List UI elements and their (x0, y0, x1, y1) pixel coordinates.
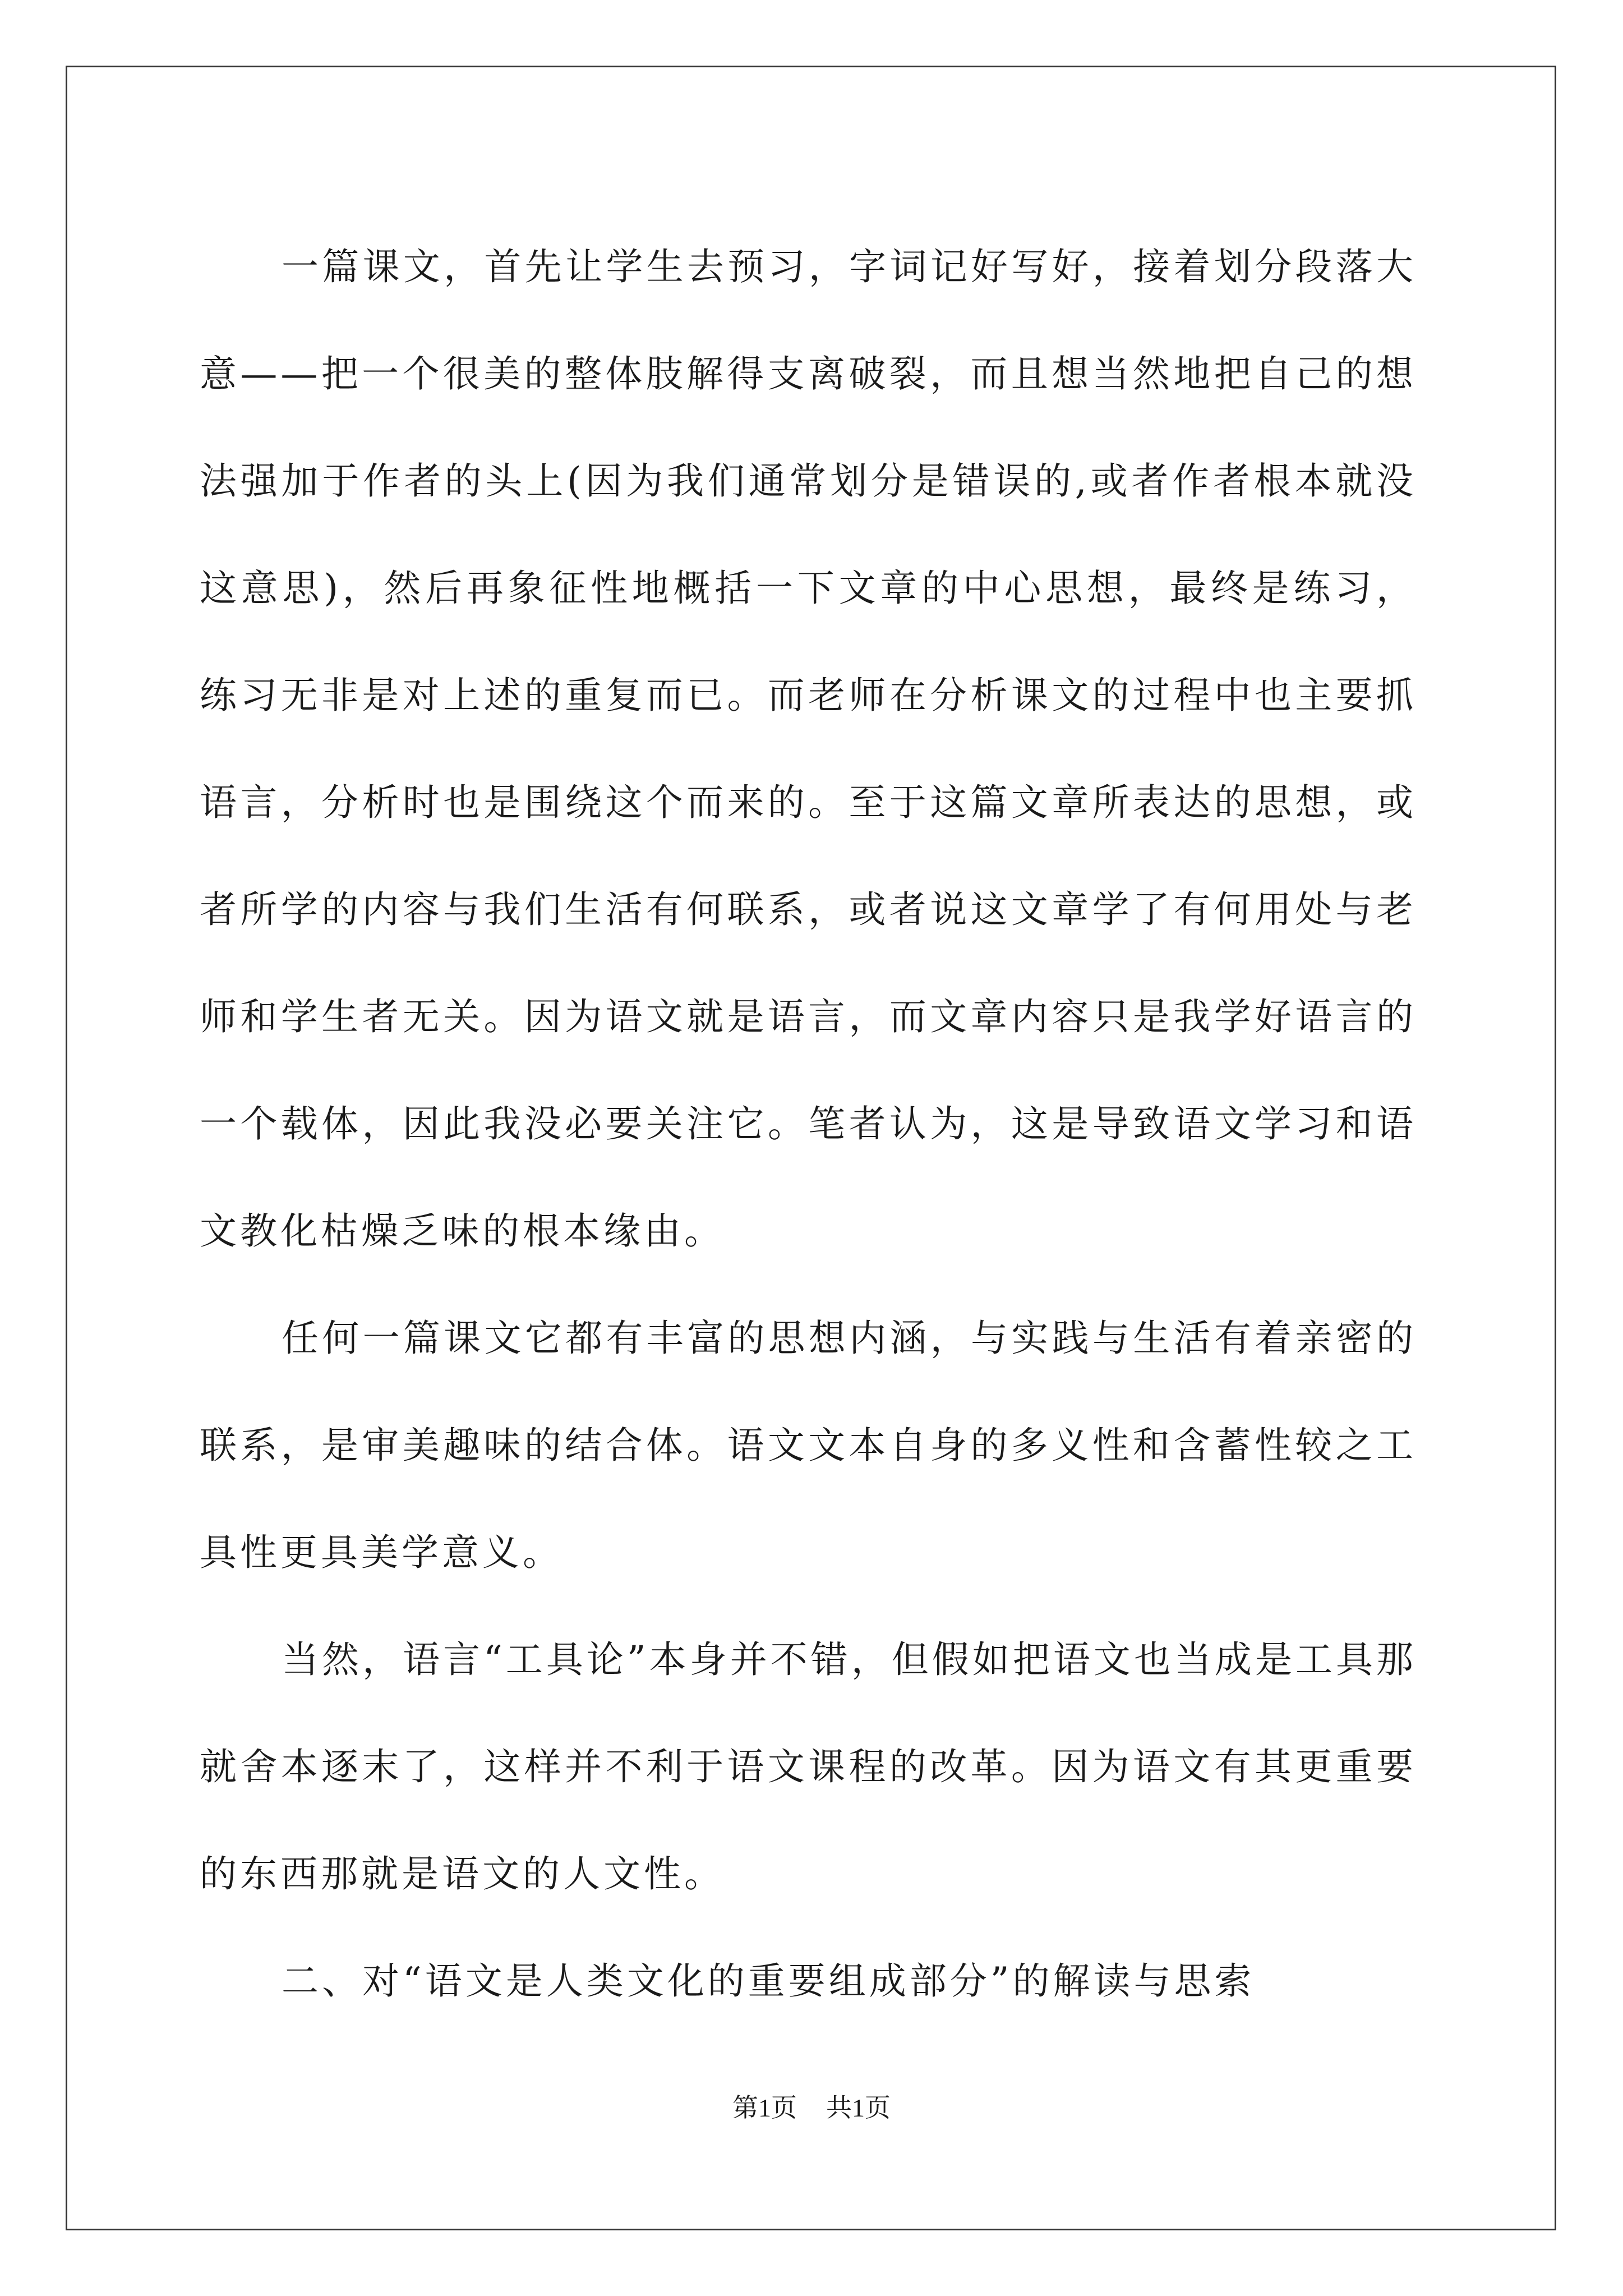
page-total: 共1页 (826, 2093, 891, 2122)
section-heading: 二、对“语文是人类文化的重要组成部分”的解读与思索 (282, 1959, 1255, 2003)
page-footer (0, 2091, 1623, 2125)
paragraph: 一篇课文，首先让学生去预习，字词记好写好，接着划分段落大意——把一个很美的整体肢解得支离破裂，而且想当然地把自己的想法强加于作者的头上(因为我们通常划分是错误的,或者作者根本就没这意思)，然后再象征性地概括一下文章的中心思想，最终是练习，练习无非是对上述的重复而已。而老师在分析课文的过程中也主要抓语言，分析时也是围绕这个而来的。至于这篇文章所表达的思想，或者所学的内容与我们生活有何联系，或者说这文章学了有何用处与老师和学生者无关。因为语文就是语言，而文章内容只是我学好语言的一个载体，因此我没必要关注它。笔者认为，这是导致语文学习和语文教化枯燥乏味的根本缘由。 (200, 245, 1417, 1253)
paragraph: 当然，语言“工具论”本身并不错，但假如把语文也当成是工具那就舍本逐末了，这样并不利于语文课程的改革。因为语文有其更重要的东西那就是语文的人文性。 (200, 1638, 1417, 1895)
paragraph: 任何一篇课文它都有丰富的思想内涵，与实践与生活有着亲密的联系，是审美趣味的结合体。语文文本自身的多义性和含蓄性较之工具性更具美学意义。 (200, 1317, 1417, 1574)
document-body (200, 213, 1417, 2035)
page-number: 第1页 (732, 2093, 797, 2122)
